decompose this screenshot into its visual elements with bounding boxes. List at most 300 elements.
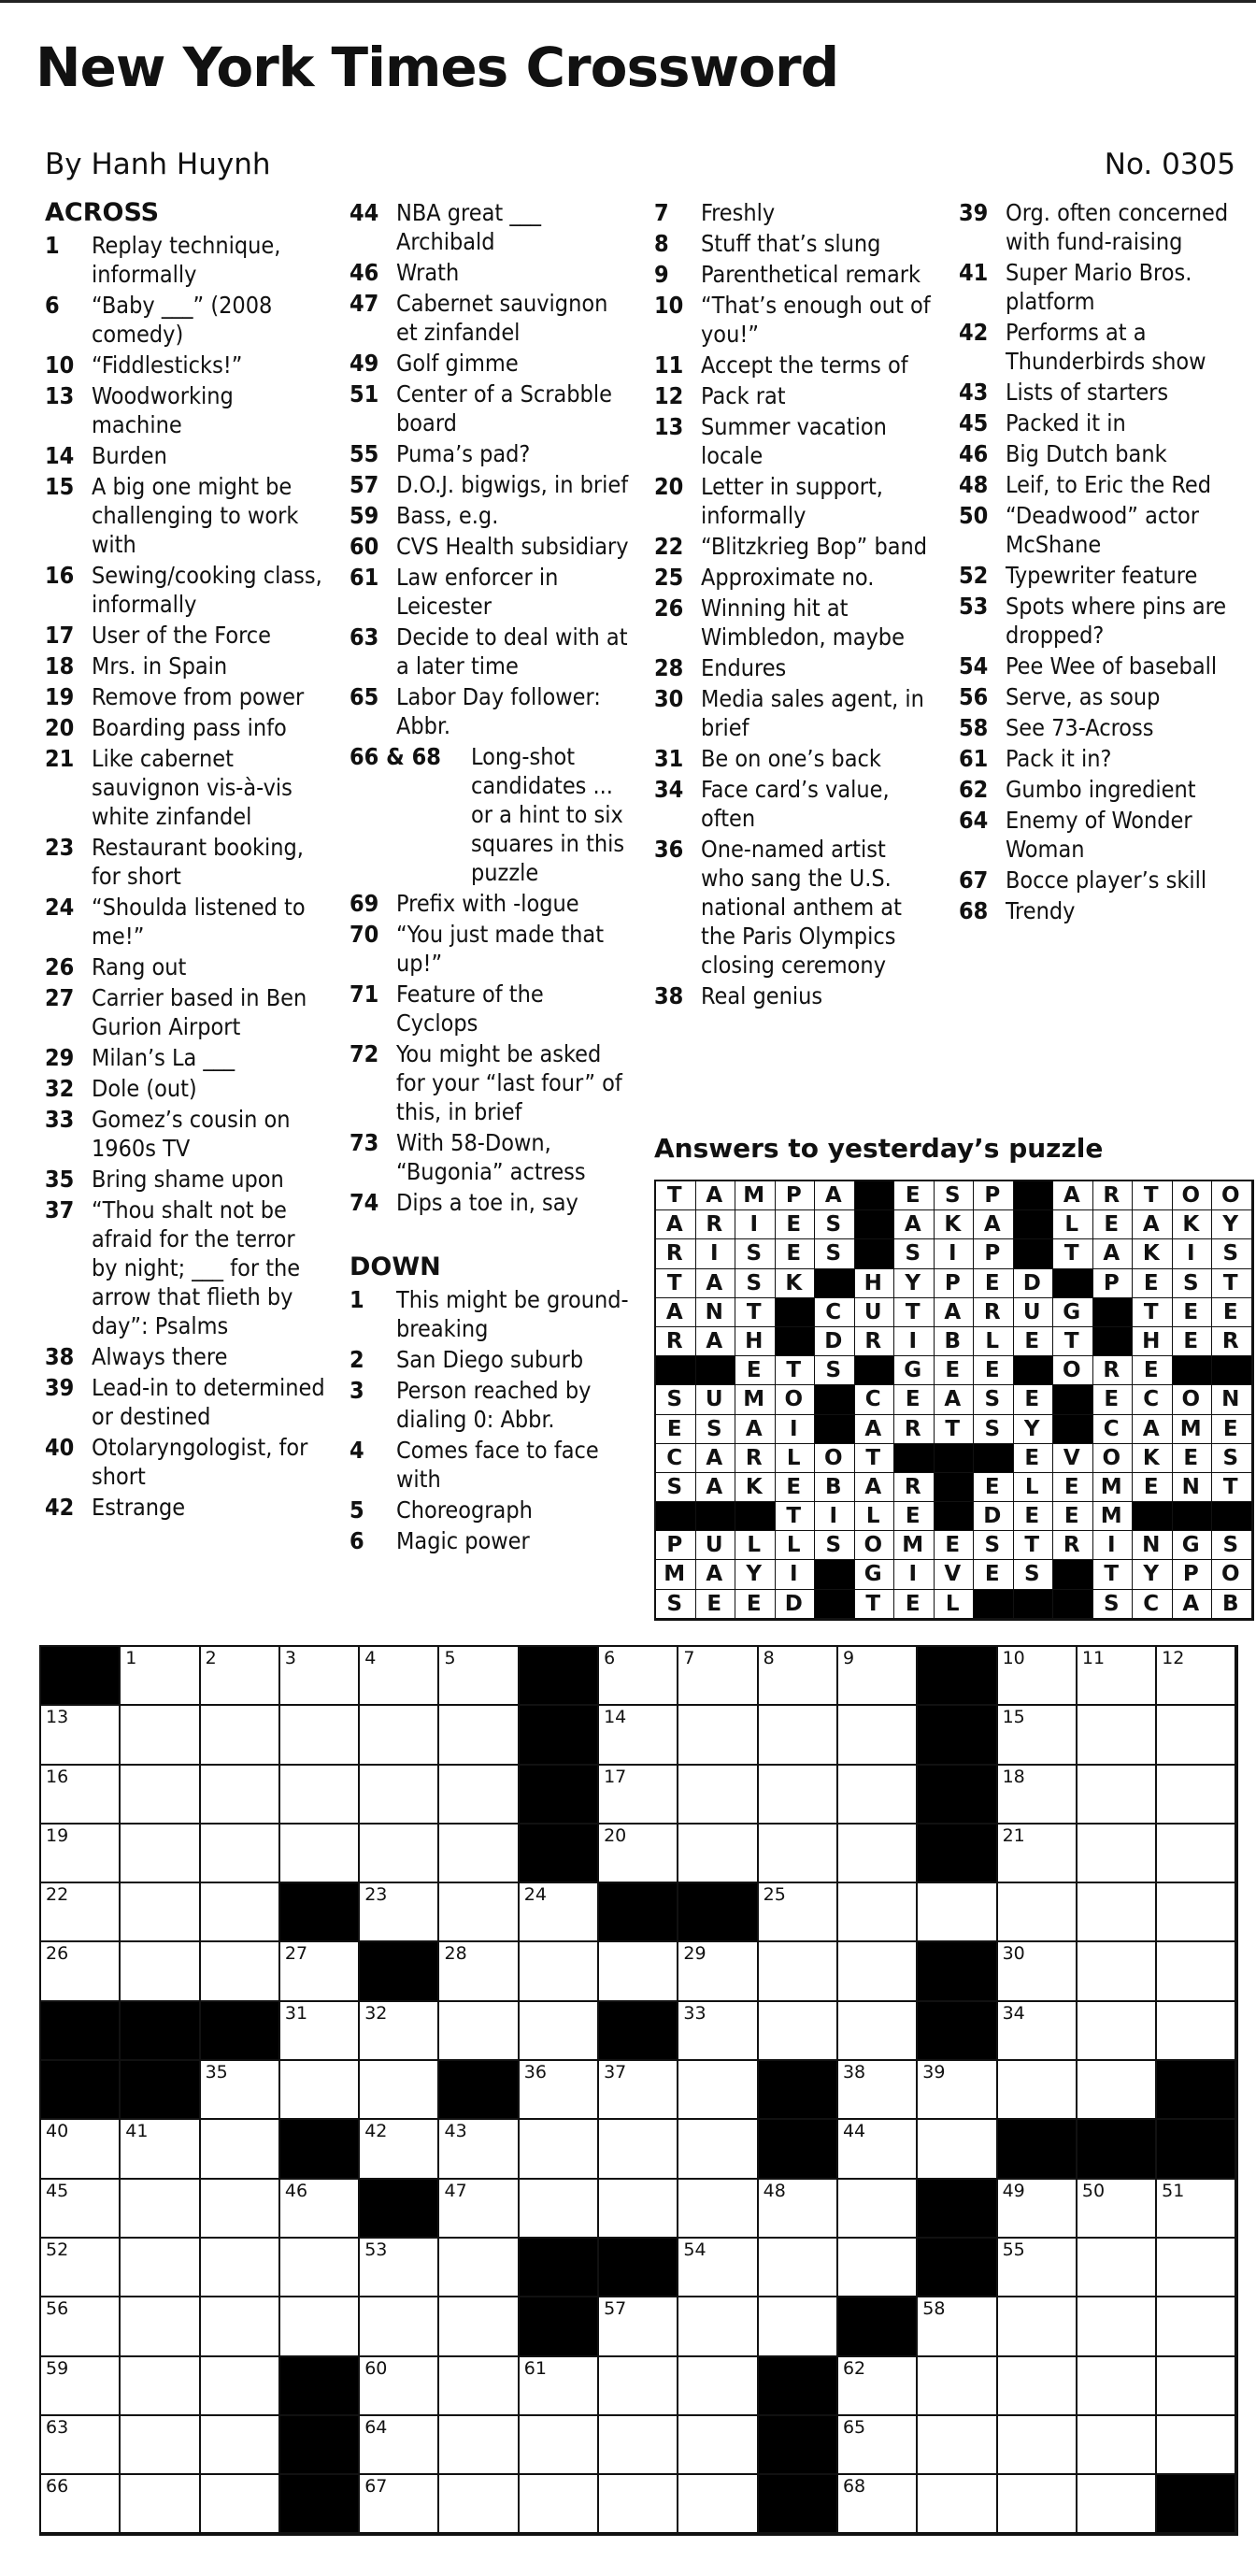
grid-cell[interactable] (41, 1942, 121, 2001)
answer-black-square (855, 1356, 895, 1385)
grid-cell[interactable] (121, 2239, 200, 2297)
answer-letter: V (935, 1560, 975, 1589)
grid-cell[interactable] (360, 2297, 439, 2356)
grid-cell[interactable] (41, 2475, 121, 2534)
cell-number: 47 (444, 2180, 467, 2201)
grid-cell[interactable] (439, 2416, 519, 2475)
grid-cell[interactable] (838, 2120, 918, 2179)
cell-number: 48 (763, 2180, 786, 2201)
clue-text: Carrier based in Ben Gurion Airport (92, 984, 307, 1040)
grid-cell[interactable] (759, 1706, 838, 1765)
answer-letter: T (656, 1181, 696, 1210)
grid-cell[interactable] (520, 2120, 599, 2179)
black-square (41, 2002, 121, 2061)
answer-letter: I (894, 1560, 935, 1589)
grid-cell[interactable] (759, 2180, 838, 2239)
answer-black-square (815, 1385, 855, 1414)
clue-number: 1 (45, 232, 60, 259)
grid-cell[interactable] (998, 2297, 1078, 2356)
grid-cell[interactable] (998, 1706, 1078, 1765)
answer-letter: E (935, 1356, 975, 1385)
grid-cell[interactable] (998, 1883, 1078, 1942)
grid-cell[interactable] (998, 2475, 1078, 2534)
grid-cell[interactable] (41, 1883, 121, 1942)
clue-number: 54 (959, 652, 989, 680)
grid-cell[interactable] (599, 2357, 678, 2416)
answer-letter: R (894, 1415, 935, 1444)
grid-cell[interactable] (360, 2002, 439, 2061)
answer-black-square (815, 1590, 855, 1619)
grid-cell[interactable] (280, 1942, 360, 2001)
answer-letter: A (935, 1385, 975, 1414)
clue-text: Bass, e.g. (396, 502, 499, 529)
grid-cell[interactable] (280, 1766, 360, 1825)
clue-number: 38 (654, 982, 684, 1009)
cell-number: 33 (683, 2002, 706, 2024)
grid-cell[interactable] (520, 2180, 599, 2239)
clue-number: 63 (350, 623, 379, 651)
answer-letter: M (1093, 1502, 1134, 1531)
grid-cell[interactable] (520, 2002, 599, 2061)
clue-text: Super Mario Bros. platform (1006, 259, 1192, 315)
grid-cell[interactable] (838, 2475, 918, 2534)
grid-cell[interactable] (280, 2239, 360, 2297)
black-square (599, 2239, 678, 2297)
answer-letter: S (1093, 1590, 1134, 1619)
clue-text: Letter in support, informally (701, 473, 883, 529)
grid-cell[interactable] (599, 2180, 678, 2239)
grid-cell[interactable] (838, 2002, 918, 2061)
grid-cell[interactable] (918, 2120, 997, 2179)
answer-letter: T (1133, 1298, 1173, 1327)
clue-number: 26 (45, 953, 75, 980)
answer-letter: T (1053, 1239, 1093, 1268)
clue-text: You might be asked for your “last four” of this, in brief (396, 1040, 622, 1125)
grid-cell[interactable] (599, 1647, 678, 1706)
grid-cell[interactable] (918, 1883, 997, 1942)
grid-cell[interactable] (280, 2297, 360, 2356)
grid-cell[interactable] (360, 2239, 439, 2297)
grid-cell[interactable] (201, 2180, 280, 2239)
grid-cell[interactable] (121, 2180, 200, 2239)
grid-cell[interactable] (1078, 1942, 1157, 2001)
grid-cell[interactable] (918, 2297, 997, 2356)
grid-cell[interactable] (998, 1942, 1078, 2001)
answer-letter: U (855, 1298, 895, 1327)
answer-letter: C (1133, 1385, 1173, 1414)
clue-number: 21 (45, 745, 75, 772)
grid-cell[interactable] (360, 1883, 439, 1942)
across-clue (45, 1043, 325, 1072)
down-clue (350, 1285, 630, 1343)
grid-cell[interactable] (280, 2061, 360, 2120)
cell-number: 20 (604, 1825, 627, 1846)
clue-text: “Thou shalt not be afraid for the terror by night; ___ for the arrow that flieth by day”: Psalms (92, 1196, 301, 1339)
clue-text: Real genius (701, 982, 823, 1009)
grid-cell[interactable] (439, 2357, 519, 2416)
answer-letter: V (1053, 1444, 1093, 1473)
down-clue (959, 651, 1249, 680)
grid-cell[interactable] (838, 1825, 918, 1883)
grid-cell[interactable] (41, 2297, 121, 2356)
grid-cell[interactable] (121, 2416, 200, 2475)
grid-cell[interactable] (838, 2180, 918, 2239)
grid-cell[interactable] (121, 1647, 200, 1706)
grid-cell[interactable] (838, 2061, 918, 2120)
clue-text: Stuff that’s slung (701, 230, 881, 257)
grid-cell[interactable] (201, 2416, 280, 2475)
across-clue (45, 744, 325, 831)
clue-number: 27 (45, 984, 75, 1011)
answer-black-square (696, 1502, 736, 1531)
down-clue (959, 713, 1249, 742)
clue-number: 33 (45, 1106, 75, 1133)
answer-letter: R (855, 1327, 895, 1356)
across-clue (45, 1493, 325, 1522)
across-clue (350, 1128, 630, 1186)
answer-letter: B (1212, 1590, 1252, 1619)
grid-cell[interactable] (201, 2475, 280, 2534)
grid-cell[interactable] (201, 2297, 280, 2356)
cell-number: 23 (364, 1884, 388, 1906)
grid-cell[interactable] (121, 1825, 200, 1883)
grid-cell[interactable] (360, 2475, 439, 2534)
grid-cell[interactable] (678, 2357, 758, 2416)
grid-cell[interactable] (838, 2239, 918, 2297)
answer-letter: C (656, 1444, 696, 1473)
down-clue (959, 806, 1249, 864)
clue-text: Woodworking machine (92, 382, 234, 438)
black-square (520, 1647, 599, 1706)
grid-cell[interactable] (1078, 2475, 1157, 2534)
grid-cell[interactable] (439, 1766, 519, 1825)
cell-number: 49 (1002, 2180, 1025, 2201)
clue-number: 51 (350, 380, 379, 408)
clue-number: 48 (959, 471, 989, 498)
grid-cell[interactable] (599, 2416, 678, 2475)
grid-cell[interactable] (201, 2357, 280, 2416)
answer-letter: E (974, 1473, 1014, 1502)
grid-cell[interactable] (439, 2180, 519, 2239)
clue-number: 16 (45, 562, 75, 589)
answer-letter: E (776, 1210, 816, 1239)
grid-cell[interactable] (838, 1647, 918, 1706)
grid-cell[interactable] (1157, 2239, 1236, 2297)
grid-cell[interactable] (759, 2239, 838, 2297)
answer-letter: K (1133, 1239, 1173, 1268)
grid-cell[interactable] (360, 1706, 439, 1765)
answer-letter: E (1053, 1502, 1093, 1531)
clue-number: 9 (654, 261, 669, 288)
grid-cell[interactable] (759, 2002, 838, 2061)
clue-number: 7 (654, 199, 669, 226)
grid-cell[interactable] (360, 1825, 439, 1883)
across-clue (350, 980, 630, 1038)
grid-cell[interactable] (1078, 1883, 1157, 1942)
answer-letter: N (696, 1298, 736, 1327)
grid-cell[interactable] (201, 1766, 280, 1825)
clue-column-3 (654, 198, 935, 1012)
clue-text: “Shoulda listened to me!” (92, 894, 306, 950)
grid-cell[interactable] (998, 2239, 1078, 2297)
grid-cell[interactable] (678, 1766, 758, 1825)
grid-cell[interactable] (1157, 1825, 1236, 1883)
cell-number: 27 (284, 1943, 308, 1965)
grid-cell[interactable] (360, 2416, 439, 2475)
grid-cell[interactable] (1078, 1825, 1157, 1883)
answer-letter: O (1173, 1181, 1213, 1210)
grid-cell[interactable] (1157, 2357, 1236, 2416)
grid-cell[interactable] (280, 2180, 360, 2239)
answer-letter: O (776, 1385, 816, 1414)
cell-number: 3 (284, 1648, 296, 1668)
grid-cell[interactable] (520, 1942, 599, 2001)
grid-cell[interactable] (998, 1825, 1078, 1883)
answer-letter: Y (894, 1269, 935, 1298)
grid-cell[interactable] (121, 1766, 200, 1825)
grid-cell[interactable] (360, 1766, 439, 1825)
answer-black-square (1053, 1590, 1093, 1619)
clue-text: Law enforcer in Leicester (396, 564, 559, 620)
grid-cell[interactable] (759, 1766, 838, 1825)
grid-cell[interactable] (520, 2416, 599, 2475)
grid-cell[interactable] (439, 1883, 519, 1942)
grid-cell[interactable] (280, 2002, 360, 2061)
grid-cell[interactable] (201, 1942, 280, 2001)
grid-cell[interactable] (1157, 1942, 1236, 2001)
clue-text: With 58-Down, “Bugonia” actress (396, 1129, 586, 1185)
answer-letter: I (776, 1560, 816, 1589)
grid-cell[interactable] (201, 1883, 280, 1942)
clue-number: 60 (350, 533, 379, 560)
grid-cell[interactable] (998, 2416, 1078, 2475)
grid-cell[interactable] (201, 2120, 280, 2179)
cell-number: 10 (1002, 1648, 1025, 1668)
grid-cell[interactable] (918, 2357, 997, 2416)
grid-cell[interactable] (201, 2061, 280, 2120)
grid-cell[interactable] (360, 2120, 439, 2179)
grid-cell[interactable] (1078, 2416, 1157, 2475)
grid-cell[interactable] (520, 2061, 599, 2120)
grid-cell[interactable] (599, 2120, 678, 2179)
grid-cell[interactable] (759, 1883, 838, 1942)
grid-cell[interactable] (838, 1706, 918, 1765)
answer-letter: P (935, 1269, 975, 1298)
clue-text: Remove from power (92, 683, 305, 710)
answer-black-square (815, 1269, 855, 1298)
answer-letter: G (1053, 1298, 1093, 1327)
grid-cell[interactable] (121, 1706, 200, 1765)
clue-number: 10 (654, 292, 684, 319)
clue-text: Summer vacation locale (701, 413, 887, 469)
grid-cell[interactable] (998, 2002, 1078, 2061)
clue-number: 20 (45, 714, 75, 741)
clue-number: 66 & 68 (350, 743, 441, 770)
grid-cell[interactable] (678, 2475, 758, 2534)
grid-cell[interactable] (599, 1942, 678, 2001)
cell-number: 64 (364, 2416, 388, 2438)
grid-cell[interactable] (439, 1706, 519, 1765)
grid-cell[interactable] (41, 2239, 121, 2297)
grid-cell[interactable] (439, 1942, 519, 2001)
grid-cell[interactable] (1078, 1647, 1157, 1706)
grid-cell[interactable] (599, 1825, 678, 1883)
grid-cell[interactable] (439, 2239, 519, 2297)
grid-cell[interactable] (201, 1825, 280, 1883)
grid-cell[interactable] (678, 2297, 758, 2356)
black-square (918, 2239, 997, 2297)
grid-cell[interactable] (998, 2061, 1078, 2120)
grid-cell[interactable] (41, 1825, 121, 1883)
black-square (280, 1883, 360, 1942)
grid-cell[interactable] (1078, 2002, 1157, 2061)
grid-cell[interactable] (838, 2416, 918, 2475)
grid-cell[interactable] (599, 2061, 678, 2120)
grid-cell[interactable] (520, 2357, 599, 2416)
grid-cell[interactable] (838, 2357, 918, 2416)
grid-cell[interactable] (439, 2120, 519, 2179)
grid-cell[interactable] (678, 2120, 758, 2179)
grid-cell[interactable] (998, 1766, 1078, 1825)
grid-cell[interactable] (759, 2297, 838, 2356)
grid-cell[interactable] (1157, 2297, 1236, 2356)
grid-cell[interactable] (201, 1706, 280, 1765)
grid-cell[interactable] (998, 2180, 1078, 2239)
grid-cell[interactable] (41, 2180, 121, 2239)
clue-text: “You just made that up!” (396, 921, 605, 977)
grid-cell[interactable] (439, 2475, 519, 2534)
clue-number: 35 (45, 1166, 75, 1193)
grid-cell[interactable] (599, 1766, 678, 1825)
down-clue (654, 981, 935, 1010)
cell-number: 37 (604, 2062, 627, 2083)
grid-cell[interactable] (759, 1825, 838, 1883)
grid-cell[interactable] (678, 2002, 758, 2061)
grid-cell[interactable] (678, 2180, 758, 2239)
grid-cell[interactable] (759, 1942, 838, 2001)
answer-letter: T (1133, 1181, 1173, 1210)
grid-cell[interactable] (1078, 1766, 1157, 1825)
grid-cell[interactable] (599, 2297, 678, 2356)
grid-cell[interactable] (838, 1942, 918, 2001)
clue-text: San Diego suburb (396, 1346, 584, 1373)
grid-cell[interactable] (678, 1825, 758, 1883)
across-heading: ACROSS (45, 198, 160, 227)
answer-letter: D (974, 1502, 1014, 1531)
grid-cell[interactable] (360, 2061, 439, 2120)
grid-cell[interactable] (678, 1942, 758, 2001)
clue-text: Dole (out) (92, 1075, 197, 1102)
answer-letter: A (696, 1473, 736, 1502)
grid-cell[interactable] (1078, 2239, 1157, 2297)
grid-cell[interactable] (918, 2061, 997, 2120)
clue-number: 68 (959, 897, 989, 924)
grid-cell[interactable] (599, 1706, 678, 1765)
grid-cell[interactable] (1157, 1706, 1236, 1765)
grid-cell[interactable] (1078, 2180, 1157, 2239)
grid-cell[interactable] (439, 1647, 519, 1706)
black-square (41, 2061, 121, 2120)
clue-number: 26 (654, 594, 684, 622)
grid-cell[interactable] (918, 2416, 997, 2475)
grid-cell[interactable] (41, 1706, 121, 1765)
grid-cell[interactable] (41, 2120, 121, 2179)
answer-black-square (935, 1502, 975, 1531)
grid-cell[interactable] (759, 1647, 838, 1706)
clue-text: Org. often concerned with fund-raising (1006, 199, 1229, 255)
clue-number: 55 (350, 440, 379, 467)
grid-cell[interactable] (121, 2357, 200, 2416)
grid-cell[interactable] (1157, 2416, 1236, 2475)
clue-number: 3 (350, 1377, 364, 1404)
grid-cell[interactable] (678, 2061, 758, 2120)
grid-cell[interactable] (121, 2120, 200, 2179)
grid-cell[interactable] (1157, 1766, 1236, 1825)
grid-cell[interactable] (439, 1825, 519, 1883)
grid-cell[interactable] (1157, 1647, 1236, 1706)
grid-cell[interactable] (1157, 2002, 1236, 2061)
answer-letter: S (656, 1590, 696, 1619)
grid-cell[interactable] (838, 1766, 918, 1825)
grid-cell[interactable] (280, 1706, 360, 1765)
across-clue (45, 351, 325, 379)
grid-cell[interactable] (1157, 1883, 1236, 1942)
grid-cell[interactable] (1157, 2180, 1236, 2239)
clue-text: Bocce player’s skill (1006, 866, 1207, 894)
grid-cell[interactable] (280, 1647, 360, 1706)
grid-cell[interactable] (439, 2002, 519, 2061)
grid-cell[interactable] (121, 2297, 200, 2356)
grid-cell[interactable] (1078, 2297, 1157, 2356)
answer-letter: E (935, 1531, 975, 1560)
grid-cell[interactable] (520, 2475, 599, 2534)
grid-cell[interactable] (280, 1825, 360, 1883)
answers-grid (654, 1180, 1254, 1621)
answer-letter: I (815, 1502, 855, 1531)
grid-cell[interactable] (41, 1766, 121, 1825)
answer-letter: I (776, 1415, 816, 1444)
grid-cell[interactable] (121, 1942, 200, 2001)
grid-cell[interactable] (998, 2357, 1078, 2416)
grid-cell[interactable] (360, 2357, 439, 2416)
grid-cell[interactable] (838, 1883, 918, 1942)
grid-cell[interactable] (918, 2475, 997, 2534)
grid-cell[interactable] (121, 2475, 200, 2534)
grid-cell[interactable] (998, 1647, 1078, 1706)
grid-cell[interactable] (678, 2416, 758, 2475)
grid-cell[interactable] (201, 2239, 280, 2297)
grid-cell[interactable] (1078, 2357, 1157, 2416)
grid-cell[interactable] (41, 2357, 121, 2416)
grid-cell[interactable] (121, 1883, 200, 1942)
grid-cell[interactable] (201, 1647, 280, 1706)
grid-cell[interactable] (360, 1647, 439, 1706)
grid-cell[interactable] (599, 2475, 678, 2534)
grid-cell[interactable] (1078, 2061, 1157, 2120)
clue-text: CVS Health subsidiary (396, 533, 629, 560)
grid-cell[interactable] (678, 2239, 758, 2297)
down-clue (959, 439, 1249, 468)
grid-cell[interactable] (678, 1706, 758, 1765)
answer-letter: C (1133, 1590, 1173, 1619)
grid-cell[interactable] (41, 2416, 121, 2475)
answer-letter: A (656, 1298, 696, 1327)
grid-cell[interactable] (520, 1883, 599, 1942)
grid-cell[interactable] (1078, 1706, 1157, 1765)
grid-cell[interactable] (439, 2297, 519, 2356)
grid-cell[interactable] (678, 1647, 758, 1706)
clue-number: 22 (654, 533, 684, 560)
